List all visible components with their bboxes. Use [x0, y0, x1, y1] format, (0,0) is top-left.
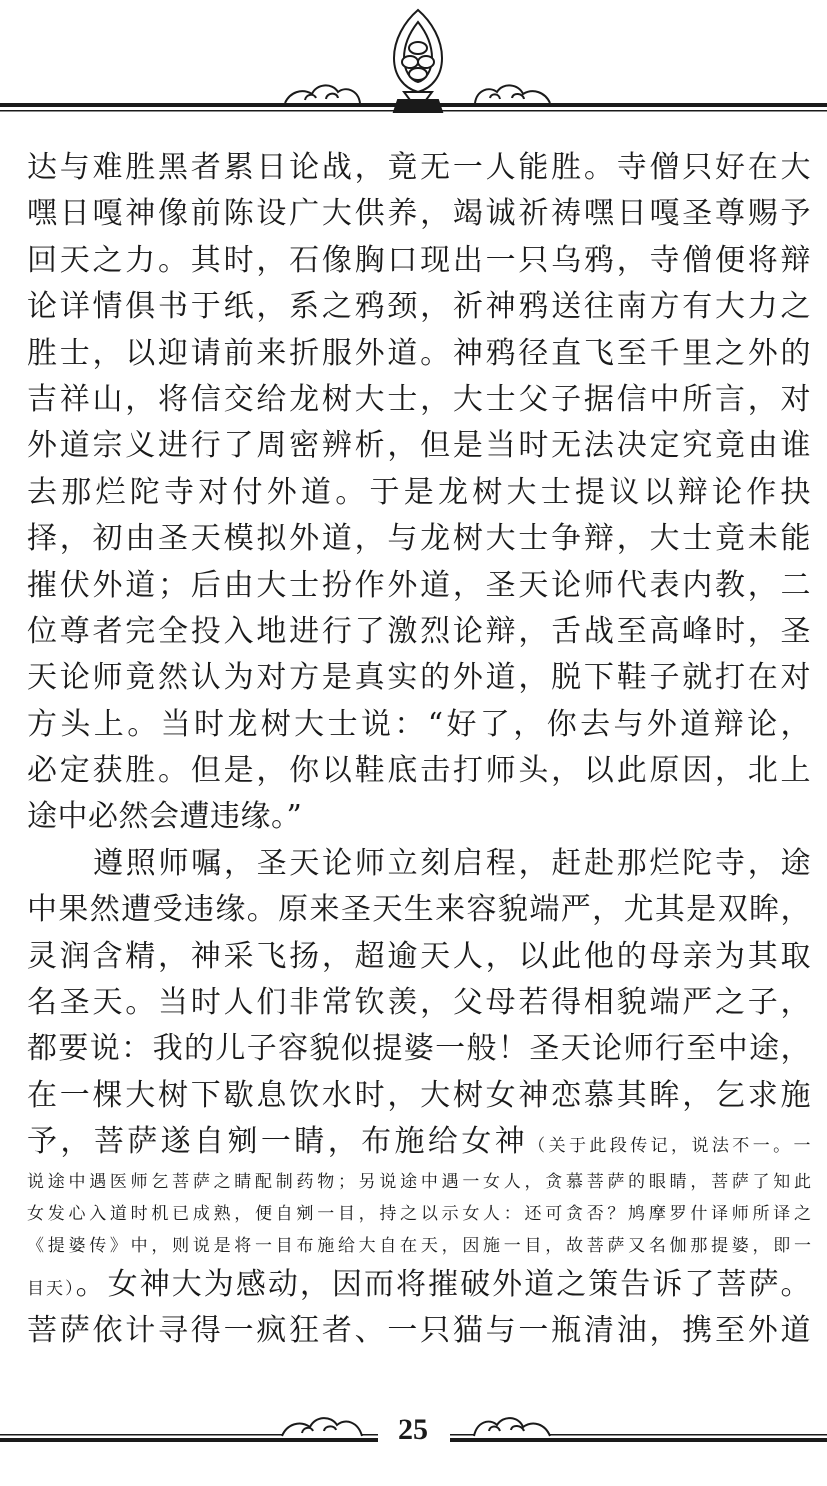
main-text: 予，菩萨遂自剜一睛，布施给女神 — [27, 1124, 529, 1160]
text-line: 嘿日嘎神像前陈设广大供养，竭诚祈祷嘿日嘎圣尊赐予 — [27, 196, 811, 232]
text-line: 名圣天。当时人们非常钦羡，父母若得相貌端严之子， — [27, 985, 811, 1021]
note-line: 《提婆传》中，则说是将一目布施给大自在天，因施一目，故菩萨又名伽那提婆，即一 — [27, 1235, 811, 1256]
text-line: 择，初由圣天模拟外道，与龙树大士争辩，大士竟未能 — [27, 521, 811, 557]
right-cloud-icon — [475, 85, 550, 103]
text-line: 胜士，以迎请前来折服外道。神鸦径直飞至千里之外的 — [27, 335, 811, 371]
text-line: 摧伏外道；后由大士扮作外道，圣天论师代表内教，二 — [27, 567, 811, 603]
footnote-start: （关于此段传记，说法不一。一 — [528, 1136, 812, 1157]
text-line-with-note — [27, 1119, 811, 1165]
text-line: 中果然遭受违缘。原来圣天生来容貌端严，尤其是双眸， — [27, 892, 811, 928]
text-line: 菩萨依计寻得一疯狂者、一只猫与一瓶清油，携至外道 — [27, 1312, 811, 1348]
footnote-end: 目天） — [27, 1278, 76, 1299]
page-header-ornament — [0, 0, 827, 135]
text-line: 天论师竟然认为对方是真实的外道，脱下鞋子就打在对 — [27, 660, 811, 696]
main-text: 。女神大为感动，因而将摧破外道之策告诉了菩萨。 — [75, 1266, 812, 1302]
text-line: 都要说：我的儿子容貌似提婆一般！圣天论师行至中途， — [27, 1031, 811, 1067]
text-line: 外道宗义进行了周密辨析，但是当时无法决定究竟由谁 — [27, 428, 811, 464]
left-cloud-icon — [282, 1418, 362, 1436]
left-cloud-icon — [285, 85, 360, 103]
header-decoration — [0, 0, 827, 135]
text-line: 方头上。当时龙树大士说：“好了，你去与外道辩论， — [27, 706, 811, 742]
text-line: 论详情俱书于纸，系之鸦颈，祈神鸦送往南方有大力之 — [27, 289, 811, 325]
note-line: 女发心入道时机已成熟，便自剜一目，持之以示女人：还可贪否？鸠摩罗什译师所译之 — [27, 1203, 811, 1224]
text-line: 遵照师嘱，圣天论师立刻启程，赶赴那烂陀寺，途 — [93, 845, 811, 881]
text-line-with-note — [27, 1262, 811, 1308]
text-line: 吉祥山，将信交给龙树大士，大士父子据信中所言，对 — [27, 381, 811, 417]
text-line: 去那烂陀寺对付外道。于是龙树大士提议以辩论作抉 — [27, 474, 811, 510]
text-line: 位尊者完全投入地进行了激烈论辩，舌战至高峰时，圣 — [27, 613, 811, 649]
text-line: 在一棵大树下歇息饮水时，大树女神恋慕其眸，乞求施 — [27, 1077, 811, 1113]
jewel-flame-icon — [394, 10, 442, 112]
page-number: 25 — [398, 1413, 428, 1446]
note-line: 说途中遇医师乞菩萨之睛配制药物；另说途中遇一女人，贪慕菩萨的眼睛，菩萨了知此 — [27, 1171, 811, 1192]
body-text — [27, 145, 811, 1354]
text-line: 途中必然会遭违缘。” — [27, 799, 303, 835]
text-line: 必定获胜。但是，你以鞋底击打师头，以此原因，北上 — [27, 753, 811, 789]
text-line: 灵润含精，神采飞扬，超逾天人，以此他的母亲为其取 — [27, 938, 811, 974]
text-line: 回天之力。其时，石像胸口现出一只乌鸦，寺僧便将辩 — [27, 242, 811, 278]
text-line: 达与难胜黑者累日论战，竟无一人能胜。寺僧只好在大 — [27, 150, 811, 185]
right-cloud-icon — [474, 1418, 550, 1436]
